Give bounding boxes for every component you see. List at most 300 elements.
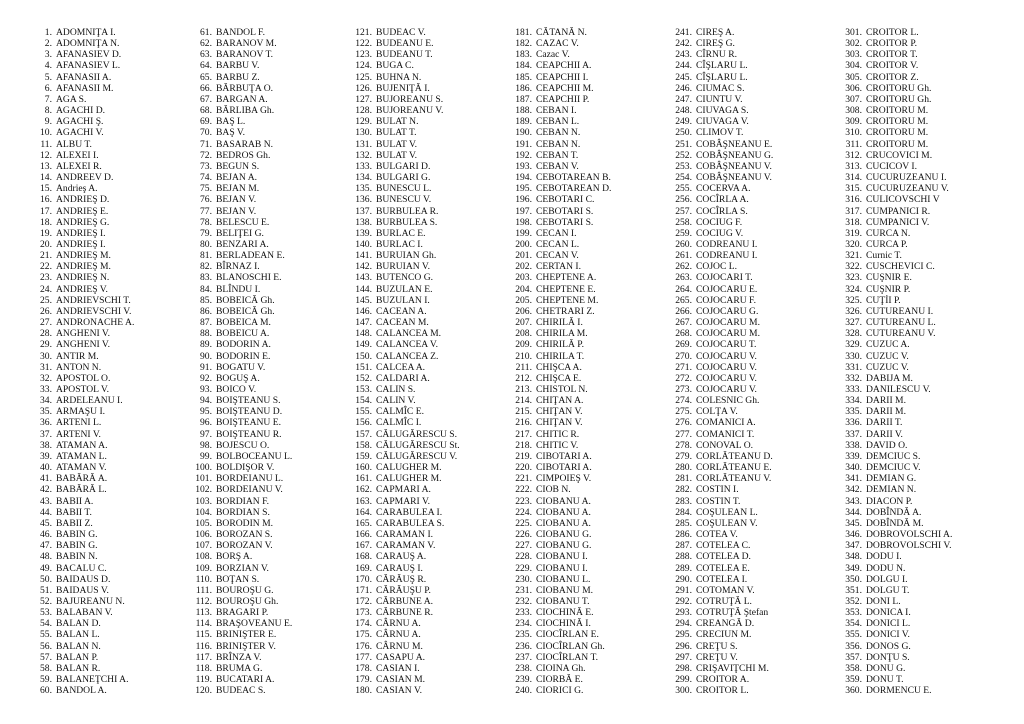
list-item-number: 147. xyxy=(355,317,372,329)
list-item xyxy=(672,217,832,228)
list-item xyxy=(352,295,512,306)
list-item xyxy=(192,563,352,574)
list-item-name: CEBAN V. xyxy=(536,160,579,172)
list-item-name: CUTUREANU L. xyxy=(866,317,936,329)
list-item xyxy=(352,250,512,261)
list-item-number: 7. xyxy=(44,93,52,105)
list-item-name: CIOINA Gh. xyxy=(536,662,586,674)
list-item xyxy=(352,473,512,484)
list-item-name: CHEPTENE M. xyxy=(536,294,599,306)
list-item xyxy=(192,317,352,328)
list-item xyxy=(352,351,512,362)
list-item-number: 5. xyxy=(44,71,52,83)
list-item-number: 341. xyxy=(845,473,862,485)
list-item xyxy=(192,194,352,205)
list-item-number: 64. xyxy=(200,60,212,72)
list-item xyxy=(842,373,1002,384)
list-item-name: BERLADEAN E. xyxy=(216,250,285,262)
list-item-number: 207. xyxy=(515,317,532,329)
list-item-name: BURLAC E. xyxy=(376,227,426,239)
list-item xyxy=(512,38,672,49)
list-item xyxy=(32,228,192,239)
list-item-name: CARAUŞ I. xyxy=(376,562,423,574)
list-item xyxy=(842,529,1002,540)
list-item xyxy=(842,295,1002,306)
list-item-number: 186. xyxy=(515,82,532,94)
list-item-name: BOICO V. xyxy=(216,384,257,395)
list-item-number: 320. xyxy=(845,238,862,250)
list-item-number: 49. xyxy=(40,562,52,574)
list-item-number: 44. xyxy=(40,506,52,518)
list-item-name: CEBOTARI C. xyxy=(536,194,595,206)
list-item-number: 360. xyxy=(845,685,862,697)
list-item-number: 194. xyxy=(515,172,532,184)
list-item-number: 338. xyxy=(845,439,862,451)
list-item-name: CROITOR L. xyxy=(696,685,749,697)
list-item xyxy=(32,27,192,38)
list-item xyxy=(32,529,192,540)
list-item-name: CALANCEA Z. xyxy=(376,350,439,362)
list-item-number: 258. xyxy=(675,216,692,228)
list-item-name: CARAMAN V. xyxy=(376,540,436,552)
list-item-number: 262. xyxy=(675,261,692,273)
list-item-name: BORDIAN S. xyxy=(216,506,270,518)
list-item-number: 259. xyxy=(675,227,692,239)
list-item xyxy=(842,451,1002,462)
list-item xyxy=(32,150,192,161)
list-item-name: CEBAN I. xyxy=(536,105,577,117)
list-item-number: 50. xyxy=(40,573,52,585)
list-item-name: CROITOR Z. xyxy=(866,71,919,83)
list-item-name: DOLGU I. xyxy=(866,573,908,585)
list-item-name: CASIAN I. xyxy=(376,662,420,674)
list-item-number: 235. xyxy=(515,629,532,641)
list-item xyxy=(672,150,832,161)
list-item-number: 167. xyxy=(355,540,372,552)
list-item-number: 246. xyxy=(675,82,692,94)
list-item-number: 313. xyxy=(845,160,862,172)
list-item-name: DONICI V. xyxy=(866,629,910,641)
list-item xyxy=(512,607,672,618)
list-item-number: 52. xyxy=(40,595,52,607)
list-item-name: BORDEIANU L. xyxy=(216,473,284,485)
list-item-name: CHEPTENE A. xyxy=(536,272,597,284)
list-item-number: 354. xyxy=(845,618,862,630)
list-item xyxy=(192,429,352,440)
list-item-name: CHIŞCA A. xyxy=(536,361,582,373)
list-item xyxy=(192,306,352,317)
list-item-number: 179. xyxy=(355,674,372,686)
list-item xyxy=(192,38,352,49)
list-item-number: 16. xyxy=(40,194,52,206)
list-item xyxy=(32,563,192,574)
list-item xyxy=(192,116,352,127)
list-item xyxy=(512,27,672,38)
list-item-number: 247. xyxy=(675,93,692,105)
list-item-number: 55. xyxy=(40,629,52,641)
list-item-number: 63. xyxy=(200,49,212,61)
list-item xyxy=(32,317,192,328)
list-item xyxy=(672,284,832,295)
list-item-number: 163. xyxy=(355,495,372,507)
list-item xyxy=(672,440,832,451)
list-item xyxy=(672,250,832,261)
list-item-number: 110. xyxy=(195,573,212,585)
list-item-name: CUZUC V. xyxy=(866,350,909,362)
list-item xyxy=(192,585,352,596)
list-item xyxy=(352,317,512,328)
list-item-number: 319. xyxy=(845,227,862,239)
list-item-name: BANDOL F. xyxy=(216,27,265,38)
list-item-number: 6. xyxy=(44,82,52,94)
list-item-number: 213. xyxy=(515,384,532,395)
list-item xyxy=(32,406,192,417)
list-item xyxy=(32,284,192,295)
list-item-number: 344. xyxy=(845,506,862,518)
list-item-number: 127. xyxy=(355,93,372,105)
list-item-number: 254. xyxy=(675,172,692,184)
list-item-number: 211. xyxy=(515,361,532,373)
list-item xyxy=(672,652,832,663)
list-item-number: 29. xyxy=(40,339,52,351)
list-item xyxy=(32,250,192,261)
list-item xyxy=(32,484,192,495)
list-item-number: 156. xyxy=(355,417,372,429)
list-item-number: 20. xyxy=(40,238,52,250)
list-item-name: BOIŞTEANU E. xyxy=(216,417,282,429)
list-item-number: 128. xyxy=(355,105,372,117)
list-item xyxy=(192,406,352,417)
list-item-number: 312. xyxy=(845,149,862,161)
list-item xyxy=(352,574,512,585)
list-item-number: 294. xyxy=(675,618,692,630)
list-item-name: CHETRARI Z. xyxy=(536,305,595,317)
list-item-name: CUMPANICI V. xyxy=(866,216,930,228)
list-item-number: 337. xyxy=(845,428,862,440)
list-item-number: 21. xyxy=(40,250,52,262)
list-item xyxy=(842,607,1002,618)
list-item-name: CODREANU I. xyxy=(696,250,758,262)
list-item xyxy=(512,317,672,328)
list-item xyxy=(672,362,832,373)
list-item xyxy=(352,339,512,350)
list-item xyxy=(842,317,1002,328)
list-item-number: 62. xyxy=(200,38,212,50)
list-item-number: 12. xyxy=(40,149,52,161)
list-item-number: 214. xyxy=(515,395,532,407)
list-item-number: 65. xyxy=(200,71,212,83)
list-item-name: COBÂŞNEANU V. xyxy=(696,172,772,184)
list-item xyxy=(672,540,832,551)
list-item xyxy=(842,652,1002,663)
list-item-number: 181. xyxy=(515,27,532,38)
list-item xyxy=(192,105,352,116)
list-item-name: DEMIAN G. xyxy=(866,473,917,485)
list-item xyxy=(352,685,512,696)
list-item-number: 54. xyxy=(40,618,52,630)
list-item-name: ANDRIEŞ D. xyxy=(56,194,110,206)
list-item xyxy=(352,507,512,518)
list-item-number: 295. xyxy=(675,629,692,641)
list-item-name: BAIDAUS D. xyxy=(56,573,111,585)
list-item-name: CUTUREANU V. xyxy=(866,328,936,340)
list-item-number: 316. xyxy=(845,194,862,206)
list-item-name: COJOC L. xyxy=(696,261,738,273)
list-item xyxy=(352,607,512,618)
list-item-number: 222. xyxy=(515,484,532,496)
list-item-number: 297. xyxy=(675,651,692,663)
list-item-number: 249. xyxy=(675,116,692,128)
list-item-name: COJOCARU M. xyxy=(696,317,760,329)
list-item xyxy=(672,105,832,116)
list-item xyxy=(32,127,192,138)
list-item xyxy=(672,641,832,652)
list-item-name: BORDEIANU V. xyxy=(216,484,283,496)
list-item-name: BELESCU E. xyxy=(216,216,270,228)
list-item xyxy=(32,49,192,60)
list-item xyxy=(842,406,1002,417)
list-item-number: 250. xyxy=(675,127,692,139)
list-item-name: CIBOTARI A. xyxy=(536,450,592,462)
list-item xyxy=(32,373,192,384)
list-item xyxy=(352,663,512,674)
list-item-number: 68. xyxy=(200,105,212,117)
list-item-name: CEBAN T. xyxy=(536,149,579,161)
list-item-name: CEBOTARI S. xyxy=(536,216,594,228)
list-item xyxy=(842,172,1002,183)
list-item xyxy=(672,395,832,406)
list-item-name: CĂLUGĂRESCU V. xyxy=(376,450,458,462)
list-item-number: 41. xyxy=(40,473,52,485)
list-item-name: COJOCARU F. xyxy=(696,294,757,306)
list-item-name: ATAMAN L. xyxy=(56,450,107,462)
list-item-name: CĂRBUNE A. xyxy=(376,595,434,607)
list-item-number: 286. xyxy=(675,529,692,541)
list-item xyxy=(512,183,672,194)
list-item xyxy=(192,663,352,674)
list-item-number: 342. xyxy=(845,484,862,496)
list-item xyxy=(352,228,512,239)
list-item-number: 200. xyxy=(515,238,532,250)
list-item-number: 340. xyxy=(845,462,862,474)
list-item xyxy=(842,328,1002,339)
list-item-number: 116. xyxy=(195,640,212,652)
list-item-name: CEAPCHII A. xyxy=(536,60,592,72)
list-item xyxy=(512,261,672,272)
list-item xyxy=(842,306,1002,317)
list-item-name: BURBULEA R. xyxy=(376,205,439,217)
list-item xyxy=(512,395,672,406)
list-item-name: BLANOSCHI E. xyxy=(216,272,282,284)
list-item-number: 299. xyxy=(675,674,692,686)
list-item-name: BARGAN A. xyxy=(216,93,268,105)
list-item-number: 300. xyxy=(675,685,692,697)
list-item-number: 204. xyxy=(515,283,532,295)
list-item xyxy=(672,139,832,150)
list-item-number: 255. xyxy=(675,183,692,195)
list-item-number: 164. xyxy=(355,506,372,518)
list-item xyxy=(842,94,1002,105)
list-item xyxy=(32,596,192,607)
list-item xyxy=(352,194,512,205)
list-item-number: 160. xyxy=(355,462,372,474)
list-item-number: 80. xyxy=(200,238,212,250)
list-item xyxy=(672,339,832,350)
list-item-number: 252. xyxy=(675,149,692,161)
list-item xyxy=(672,451,832,462)
list-item-number: 180. xyxy=(355,685,372,697)
list-item-name: CUCURUZEANU I. xyxy=(866,172,947,184)
list-item-number: 322. xyxy=(845,261,862,273)
list-item xyxy=(512,239,672,250)
list-item-number: 243. xyxy=(675,49,692,61)
list-item-number: 221. xyxy=(515,473,532,485)
list-item-name: CEBAN L. xyxy=(536,116,580,128)
list-item-name: AFANASIEV L. xyxy=(56,60,121,72)
list-item-name: CHIŢAN V. xyxy=(536,406,583,418)
list-item-number: 305. xyxy=(845,71,862,83)
list-item-number: 277. xyxy=(675,428,692,440)
list-item-name: CALCEA A. xyxy=(376,361,426,373)
list-item-name: CIOBANU G. xyxy=(536,540,592,552)
list-item-number: 253. xyxy=(675,160,692,172)
list-item xyxy=(192,574,352,585)
list-item-name: CREŢU S. xyxy=(696,640,738,652)
list-item-name: BEDROS Gh. xyxy=(216,149,271,161)
list-item xyxy=(192,496,352,507)
list-item-name: CIREŞ A. xyxy=(696,27,735,38)
list-item-number: 42. xyxy=(40,484,52,496)
list-item xyxy=(192,284,352,295)
list-item-name: CĂLUGĂRESCU St. xyxy=(376,439,460,451)
list-item-name: DODU N. xyxy=(866,562,906,574)
list-item-number: 109. xyxy=(195,562,212,574)
list-item-number: 112. xyxy=(195,595,212,607)
list-item-name: DABIJA M. xyxy=(866,372,913,384)
list-item xyxy=(842,339,1002,350)
list-item-number: 162. xyxy=(355,484,372,496)
list-item xyxy=(842,362,1002,373)
list-item-number: 172. xyxy=(355,595,372,607)
list-item xyxy=(32,116,192,127)
list-item-number: 353. xyxy=(845,607,862,619)
list-item-number: 234. xyxy=(515,618,532,630)
list-item xyxy=(672,161,832,172)
list-item-number: 48. xyxy=(40,551,52,563)
list-item-name: CURCA N. xyxy=(866,227,911,239)
list-item-name: DONICA I. xyxy=(866,607,911,619)
list-item-number: 225. xyxy=(515,517,532,529)
list-item-number: 240. xyxy=(515,685,532,697)
list-item-name: CUCICOV I. xyxy=(866,160,917,172)
list-item-number: 197. xyxy=(515,205,532,217)
list-item-number: 233. xyxy=(515,607,532,619)
list-item xyxy=(672,406,832,417)
list-item-number: 315. xyxy=(845,183,862,195)
list-item-number: 39. xyxy=(40,450,52,462)
list-item xyxy=(352,563,512,574)
list-item-number: 57. xyxy=(40,651,52,663)
list-item-name: BOIŞTEANU D. xyxy=(216,406,283,418)
list-item-number: 72. xyxy=(200,149,212,161)
list-item-number: 18. xyxy=(40,216,52,228)
list-item-name: CEBAN N. xyxy=(536,138,581,150)
list-item-name: CÎRNU R. xyxy=(696,49,738,61)
list-item xyxy=(512,551,672,562)
list-item xyxy=(512,540,672,551)
list-item-name: COLŢA V. xyxy=(696,406,738,418)
list-item-number: 326. xyxy=(845,305,862,317)
list-item-name: APOSTOL V. xyxy=(56,384,109,395)
list-item xyxy=(842,440,1002,451)
list-item-number: 106. xyxy=(195,529,212,541)
list-item-name: CHITIC V. xyxy=(536,439,579,451)
list-item-name: DOLGU T. xyxy=(866,584,910,596)
list-item-name: CIOBANU L. xyxy=(536,573,591,585)
list-item xyxy=(192,518,352,529)
list-item-name: CIOBANU A. xyxy=(536,495,591,507)
list-item-number: 124. xyxy=(355,60,372,72)
list-item-number: 146. xyxy=(355,305,372,317)
list-item-name: COJOCARU V. xyxy=(696,361,757,373)
list-item-name: ANDRIEŞ M. xyxy=(56,250,111,262)
list-item-number: 154. xyxy=(355,395,372,407)
list-item xyxy=(32,618,192,629)
list-item-name: BĂRBUŢA O. xyxy=(216,82,274,94)
list-item xyxy=(672,484,832,495)
list-item xyxy=(512,451,672,462)
list-item xyxy=(32,652,192,663)
list-item xyxy=(352,261,512,272)
list-item xyxy=(842,417,1002,428)
list-item-name: BABIN N. xyxy=(56,551,98,563)
list-item-number: 199. xyxy=(515,227,532,239)
list-item-number: 166. xyxy=(355,529,372,541)
list-item-number: 73. xyxy=(200,160,212,172)
list-item-name: Cazac V. xyxy=(536,49,570,61)
list-item-number: 99. xyxy=(200,450,212,462)
list-item-number: 97. xyxy=(200,428,212,440)
list-item xyxy=(192,484,352,495)
list-item xyxy=(192,618,352,629)
list-item xyxy=(32,585,192,596)
list-item xyxy=(32,183,192,194)
list-item xyxy=(512,49,672,60)
list-item xyxy=(512,105,672,116)
list-item xyxy=(192,127,352,138)
list-item-name: CACEAN M. xyxy=(376,317,429,329)
list-item-number: 192. xyxy=(515,149,532,161)
list-item xyxy=(32,139,192,150)
list-item xyxy=(32,663,192,674)
list-item xyxy=(192,72,352,83)
list-item-number: 292. xyxy=(675,595,692,607)
list-item-number: 347. xyxy=(845,540,862,552)
list-item-name: COLESNIC Gh. xyxy=(696,395,760,407)
list-item xyxy=(32,685,192,696)
list-item-name: COJOCARU V. xyxy=(696,372,757,384)
list-item-name: BUNESCU V. xyxy=(376,194,432,206)
list-item-number: 108. xyxy=(195,551,212,563)
list-item-name: ANDRIEŞ N. xyxy=(56,272,110,284)
list-item-name: CIOBANU A. xyxy=(536,506,591,518)
list-item xyxy=(672,295,832,306)
list-item xyxy=(842,261,1002,272)
list-item xyxy=(842,585,1002,596)
list-item xyxy=(352,328,512,339)
list-item-name: Curnic T. xyxy=(866,250,902,262)
list-item xyxy=(842,484,1002,495)
